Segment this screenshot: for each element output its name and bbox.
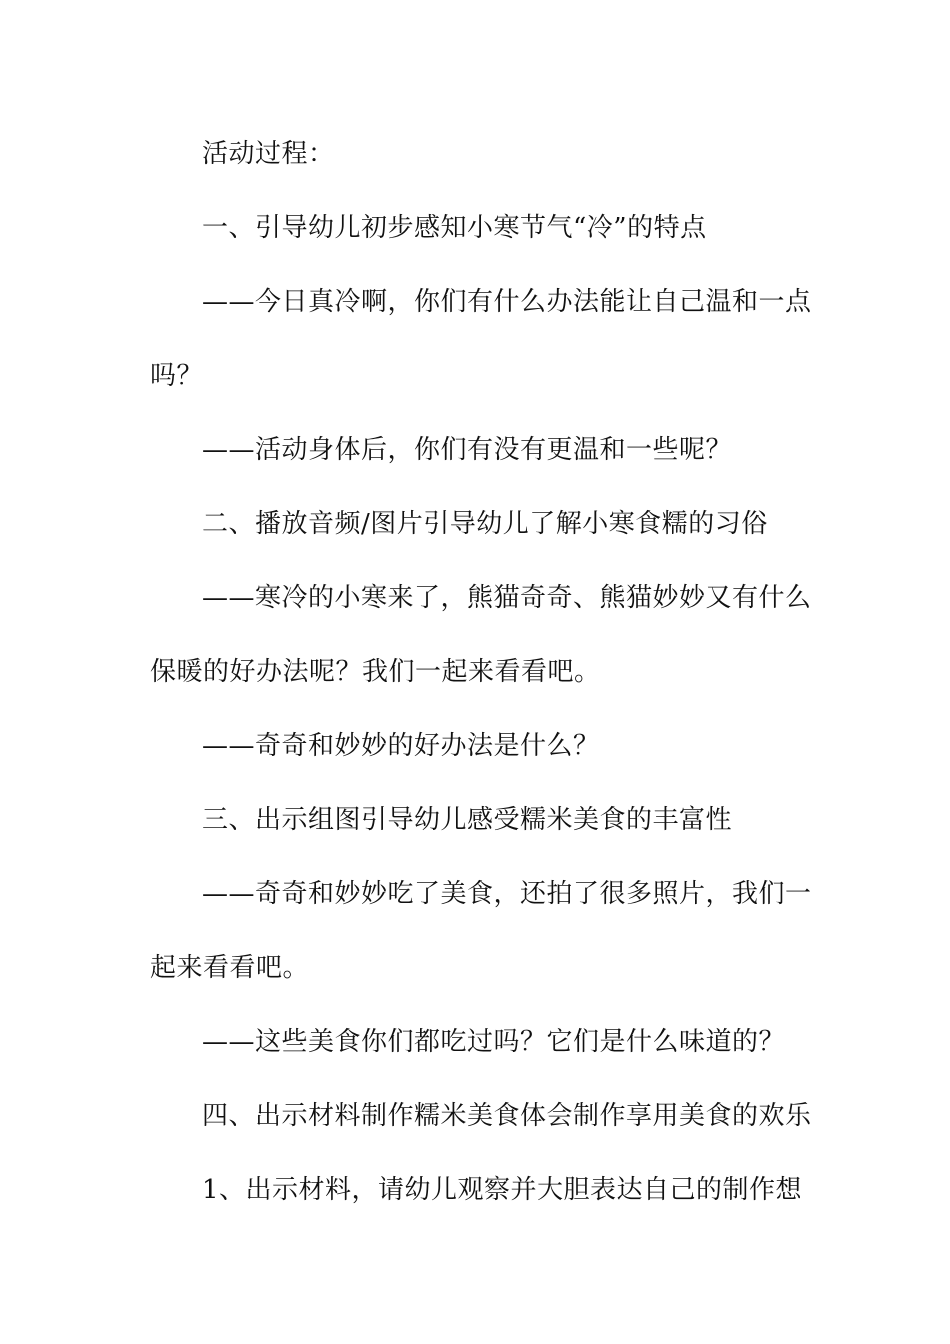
text-line-panda-question: ——寒冷的小寒来了，熊猫奇奇、熊猫妙妙又有什么 (202, 583, 812, 613)
text-line-panda-question-cont: 保暖的好办法呢？我们一起来看看吧。 (150, 657, 601, 687)
text-line-question-warm: ——今日真冷啊，你们有什么办法能让自己温和一点 (202, 287, 812, 317)
text-line-section-three-heading: 三、出示组图引导幼儿感受糯米美食的丰富性 (202, 805, 733, 835)
text-line-activity-process: 活动过程： (202, 139, 335, 169)
text-line-step-one: 1、出示材料，请幼儿观察并大胆表达自己的制作想 (202, 1175, 803, 1205)
text-line-section-one-heading: 一、引导幼儿初步感知小寒节气“冷”的特点 (202, 213, 707, 243)
text-line-question-after-activity: ——活动身体后，你们有没有更温和一些呢？ (202, 435, 733, 465)
text-line-section-four-heading: 四、出示材料制作糯米美食体会制作享用美食的欢乐 (202, 1101, 812, 1131)
text-line-taste-question: ——这些美食你们都吃过吗？它们是什么味道的？ (202, 1027, 786, 1057)
text-line-photos-question-cont: 起来看看吧。 (150, 953, 310, 983)
text-line-section-two-heading: 二、播放音频/图片引导幼儿了解小寒食糯的习俗 (202, 509, 768, 539)
text-line-photos-question: ——奇奇和妙妙吃了美食，还拍了很多照片，我们一 (202, 879, 812, 909)
text-line-question-warm-cont: 吗？ (150, 361, 204, 391)
text-line-good-method-question: ——奇奇和妙妙的好办法是什么？ (202, 731, 600, 761)
